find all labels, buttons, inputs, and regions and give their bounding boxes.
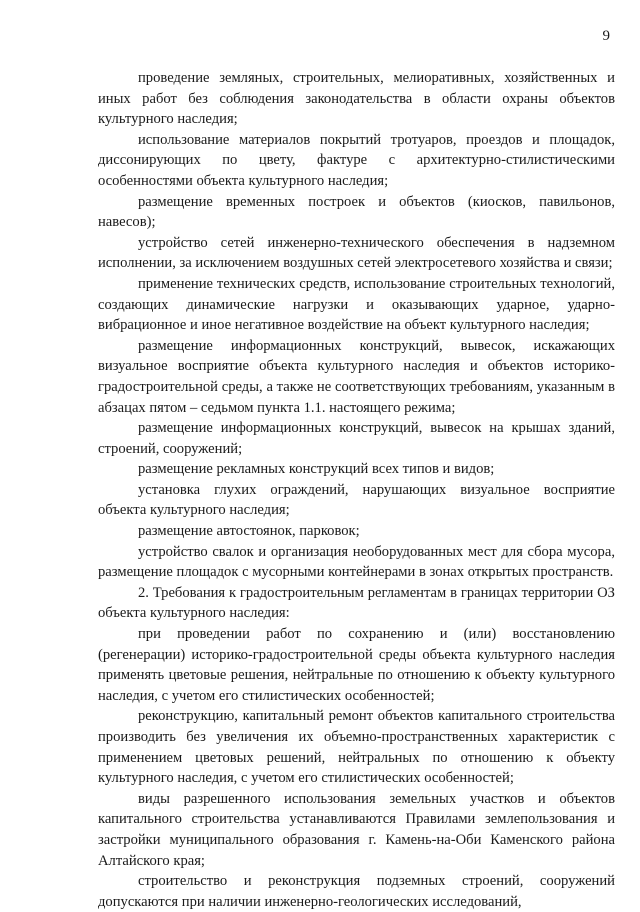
paragraph: устройство свалок и организация необорудованных мест для сбора мусора, размещение площадок с мусорными контейнерами в зонах открытых пространств. — [98, 543, 615, 581]
paragraph: размещение временных построек и объектов (киосков, павильонов, навесов); — [98, 193, 615, 231]
paragraph: размещение информационных конструкций, вывесок на крышах зданий, строений, сооружений; — [98, 420, 615, 457]
paragraph: виды разрешенного использования земельных участков и объектов капитального строительства устанавливаются Правилами землепользования и застройки муниципального образования г. Камень-на-Оби Каменского района Алтайского края; — [98, 790, 615, 869]
paragraph: проведение земляных, строительных, мелиоративных, хозяйственных и иных работ без соблюдения законодательства в области охраны объектов культурного наследия; — [98, 70, 615, 128]
page-number: 9 — [602, 28, 610, 44]
document-body — [98, 68, 615, 912]
paragraph: реконструкцию, капитальный ремонт объектов капитального строительства производить без увеличения их объемно-пространственных характеристик с применением цветовых решений, нейтральных по отношению к объекту культурного наследия, с учетом его стилистических особенностей; — [98, 708, 615, 787]
paragraph: строительство и реконструкция подземных строений, сооружений допускаются при наличии инженерно-геологических исследований, — [98, 873, 615, 910]
paragraph: размещение информационных конструкций, вывесок, искажающих визуальное восприятие объекта культурного наследия и объектов историко-градостроительной среды, а также не соответствующих требованиям, указанным в абзацах пятом – седьмом пункта 1.1. настоящего режима; — [98, 337, 615, 416]
paragraph: размещение автостоянок, парковок; — [138, 523, 360, 540]
paragraph: использование материалов покрытий тротуаров, проездов и площадок, диссонирующих по цвету, фактуре с архитектурно-стилистическими особенностями объекта культурного наследия; — [98, 131, 615, 189]
section-heading: 2. Требования к градостроительным регламентам в границах территории ОЗ объекта культурного наследия: — [98, 584, 615, 622]
paragraph: применение технических средств, использование строительных технологий, создающих динамические нагрузки и оказывающих ударное, ударно-вибрационное и иное негативное воздействие на объект культурного наследия; — [98, 275, 615, 334]
paragraph: устройство сетей инженерно-технического обеспечения в надземном исполнении, за исключением воздушных сетей электросетевого хозяйства и связи; — [98, 234, 615, 272]
paragraph: размещение рекламных конструкций всех типов и видов; — [138, 461, 495, 478]
paragraph: установка глухих ограждений, нарушающих визуальное восприятие объекта культурного наследия; — [98, 481, 615, 519]
paragraph: при проведении работ по сохранению и (или) восстановлению (регенерации) историко-градостроительной среды объекта культурного наследия применять цветовые решения, нейтральные по отношению к объекту культурного наследия, с учетом его стилистических особенностей; — [98, 626, 615, 704]
